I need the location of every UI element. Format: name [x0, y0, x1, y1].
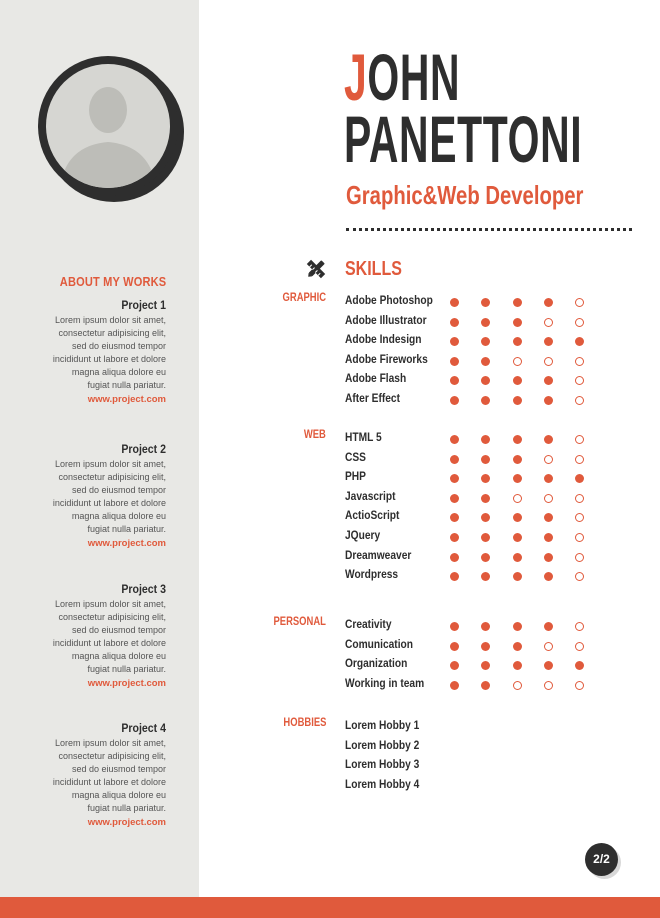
skill-dot-empty: [575, 455, 584, 464]
skill-dot-empty: [575, 622, 584, 631]
skill-name: Creativity: [345, 617, 392, 631]
project-link[interactable]: www.project.com: [87, 817, 166, 828]
skill-dot-filled: [450, 494, 459, 503]
skill-dot-filled: [513, 396, 522, 405]
skill-category-label: GRAPHIC: [282, 292, 326, 304]
skill-category-label: WEB: [303, 429, 326, 441]
skill-dot-empty: [575, 318, 584, 327]
skill-dot-filled: [544, 513, 553, 522]
skill-dot-filled: [513, 553, 522, 562]
skill-dot-filled: [450, 572, 459, 581]
skill-name: Lorem Hobby 4: [345, 776, 420, 791]
skill-dot-empty: [544, 318, 553, 327]
avatar-placeholder-icon: [46, 64, 170, 188]
skill-dot-filled: [481, 298, 490, 307]
skill-dot-filled: [513, 298, 522, 307]
skill-dot-empty: [513, 357, 522, 366]
dotted-divider: [346, 228, 632, 231]
skill-name: Adobe Photoshop: [345, 293, 433, 307]
skill-dot-filled: [450, 376, 459, 385]
skill-name: Lorem Hobby 3: [345, 757, 420, 771]
skill-dot-empty: [544, 681, 553, 690]
skill-dot-empty: [575, 642, 584, 651]
skill-dot-filled: [544, 553, 553, 562]
skill-dot-filled: [481, 661, 490, 670]
skill-dot-filled: [481, 318, 490, 327]
skill-dot-filled: [481, 572, 490, 581]
skill-dot-filled: [513, 455, 522, 464]
skill-dot-filled: [575, 661, 584, 670]
skill-dot-filled: [481, 474, 490, 483]
skill-dot-filled: [544, 474, 553, 483]
project-description: Lorem ipsum dolor sit amet, consectetur adipisicing elit, sed do eiusmod tempor incididunt ut labore et dolore magna aliqua dolore eu fugiat nulla pariatur.: [52, 599, 166, 674]
skill-dot-filled: [544, 622, 553, 631]
skill-dot-empty: [544, 357, 553, 366]
skill-dot-filled: [450, 337, 459, 346]
skill-dot-filled: [481, 435, 490, 444]
skill-name: Javascript: [345, 488, 396, 503]
skill-dot-filled: [544, 396, 553, 405]
skill-dot-filled: [575, 337, 584, 346]
bottom-bar: [0, 897, 660, 918]
skill-dot-empty: [575, 376, 584, 385]
skill-name: Adobe Illustrator: [345, 312, 427, 327]
skill-name: After Effect: [345, 390, 400, 405]
first-name-rest: OHN: [367, 40, 461, 114]
skill-name: PHP: [345, 469, 366, 484]
skill-dot-filled: [513, 435, 522, 444]
skill-dot-empty: [575, 513, 584, 522]
skill-dot-filled: [544, 661, 553, 670]
skill-dot-filled: [481, 622, 490, 631]
project-link[interactable]: www.project.com: [87, 538, 166, 549]
skill-dot-filled: [513, 661, 522, 670]
skill-dot-filled: [544, 435, 553, 444]
skill-dot-filled: [450, 661, 459, 670]
skill-dot-empty: [575, 681, 584, 690]
skill-dot-filled: [450, 681, 459, 690]
pencil-ruler-icon: [305, 258, 327, 280]
skill-name: ActioScript: [345, 508, 400, 523]
project-description: Lorem ipsum dolor sit amet, consectetur adipisicing elit, sed do eiusmod tempor incididunt ut labore et dolore magna aliqua dolore eu fugiat nulla pariatur.: [52, 459, 166, 534]
skills-title: SKILLS: [345, 258, 402, 280]
skill-dot-filled: [450, 474, 459, 483]
skill-dot-filled: [450, 513, 459, 522]
skill-dot-filled: [544, 533, 553, 542]
skill-dot-filled: [513, 533, 522, 542]
skill-dot-filled: [575, 474, 584, 483]
skill-dot-empty: [575, 396, 584, 405]
last-name: PANETTONI: [344, 102, 583, 176]
person-name: [344, 40, 583, 176]
name-initial: J: [344, 40, 368, 114]
skill-name: Adobe Indesign: [345, 332, 422, 346]
project-title: Project 1: [121, 298, 166, 312]
skill-dot-filled: [513, 376, 522, 385]
skill-dot-filled: [450, 642, 459, 651]
project-title: Project 2: [121, 442, 166, 456]
skill-dot-empty: [575, 572, 584, 581]
skill-name: Lorem Hobby 1: [345, 718, 420, 732]
skill-name: Wordpress: [345, 567, 399, 582]
job-role: Graphic&Web Developer: [346, 180, 584, 210]
about-works-title: ABOUT MY WORKS: [59, 274, 166, 289]
skill-dot-filled: [450, 533, 459, 542]
project-description: Lorem ipsum dolor sit amet, consectetur adipisicing elit, sed do eiusmod tempor incididunt ut labore et dolore magna aliqua dolore eu fugiat nulla pariatur.: [52, 315, 166, 390]
skill-dot-filled: [481, 337, 490, 346]
project-description: Lorem ipsum dolor sit amet, consectetur adipisicing elit, sed do eiusmod tempor incididunt ut labore et dolore magna aliqua dolore eu fugiat nulla pariatur.: [52, 738, 166, 813]
skill-dot-empty: [575, 494, 584, 503]
skill-name: Adobe Flash: [345, 371, 407, 385]
skill-dot-empty: [513, 681, 522, 690]
skill-dot-filled: [450, 318, 459, 327]
skill-dot-empty: [575, 357, 584, 366]
project-link[interactable]: www.project.com: [87, 678, 166, 689]
project-item: [20, 298, 166, 405]
project-title: Project 3: [121, 582, 166, 596]
skill-dot-filled: [513, 318, 522, 327]
skill-dot-empty: [575, 298, 584, 307]
skill-dot-filled: [481, 396, 490, 405]
page-number-badge: 2/2: [585, 843, 618, 876]
skill-name: Lorem Hobby 2: [345, 737, 420, 752]
skill-dot-empty: [544, 642, 553, 651]
skill-name: Working in team: [345, 675, 425, 690]
skill-category-label: HOBBIES: [283, 717, 326, 729]
skill-dot-filled: [481, 513, 490, 522]
project-link[interactable]: www.project.com: [87, 394, 166, 405]
skill-dot-filled: [513, 513, 522, 522]
skill-dot-empty: [575, 435, 584, 444]
skill-dot-filled: [450, 553, 459, 562]
skill-dot-filled: [513, 474, 522, 483]
skill-dot-empty: [575, 553, 584, 562]
skill-name: Organization: [345, 656, 408, 671]
skill-dot-filled: [544, 572, 553, 581]
skill-dot-filled: [481, 533, 490, 542]
skill-dot-filled: [450, 396, 459, 405]
skill-dot-filled: [450, 357, 459, 366]
skill-dot-filled: [513, 572, 522, 581]
skill-dot-empty: [575, 533, 584, 542]
skill-dot-filled: [481, 376, 490, 385]
skill-dot-filled: [481, 357, 490, 366]
project-item: [20, 442, 166, 549]
skill-dot-filled: [450, 622, 459, 631]
skill-dot-filled: [481, 455, 490, 464]
project-item: [20, 721, 166, 828]
skill-category-label: PERSONAL: [273, 616, 326, 628]
skill-name: HTML 5: [345, 430, 382, 444]
skill-dot-filled: [450, 435, 459, 444]
skill-dot-filled: [544, 337, 553, 346]
skill-dot-empty: [544, 455, 553, 464]
skill-dot-filled: [450, 298, 459, 307]
project-title: Project 4: [121, 721, 166, 735]
skill-dot-empty: [544, 494, 553, 503]
skill-name: Comunication: [345, 636, 413, 651]
skill-dot-filled: [481, 494, 490, 503]
skill-dot-filled: [544, 376, 553, 385]
skill-dot-empty: [513, 494, 522, 503]
skill-dot-filled: [450, 455, 459, 464]
skill-dot-filled: [481, 642, 490, 651]
project-item: [20, 582, 166, 689]
skill-name: JQuery: [345, 528, 381, 542]
skill-dot-filled: [513, 337, 522, 346]
skill-dot-filled: [481, 553, 490, 562]
skill-dot-filled: [513, 622, 522, 631]
skill-dot-filled: [513, 642, 522, 651]
skill-name: Adobe Fireworks: [345, 351, 428, 366]
skill-name: CSS: [345, 449, 366, 464]
avatar: [38, 56, 184, 202]
skill-dot-filled: [544, 298, 553, 307]
skill-name: Dreamweaver: [345, 547, 412, 562]
skill-dot-filled: [481, 681, 490, 690]
